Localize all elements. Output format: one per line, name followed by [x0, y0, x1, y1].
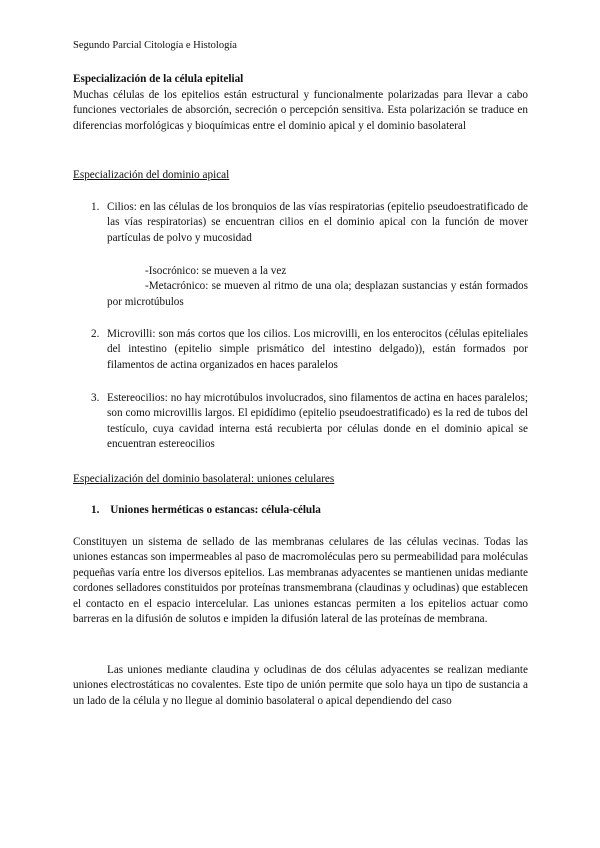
apical-heading: Especialización del dominio apical: [73, 169, 230, 181]
isocronico-line: -Isocrónico: se mueven a la vez: [145, 265, 287, 277]
list-text: Microvilli: son más cortos que los cilios. Los microvilli, en los enterocitos (células epiteliales del intestino (epitelio simple prismático del intestino delgado)), están formados por filamentos de actina organizados en haces paralelos: [107, 328, 528, 371]
heading-text: Uniones herméticas o estancas: célula-célula: [110, 504, 321, 516]
list-text: Estereocilios: no hay microtúbulos involucrados, sino filamentos de actina en haces paralelos; son como microvillis largos. El epidídimo (epitelio pseudoestratificado) es la red de tubos del testículo, cuya cavidad interna está recubierta por células donde en el dominio apical se encuentran estereocilios: [107, 392, 528, 451]
intro-paragraph: Muchas células de los epitelios están estructural y funcionalmente polarizadas para llevar a cabo funciones vectoriales de absorción, secreción o percepción sensitiva. Esta polarización se traduce en diferencias morfológicas y bioquímicas entre el dominio apical y el dominio basolateral: [73, 89, 528, 132]
list-item-cilios: [91, 200, 528, 246]
heading-number: 1.: [91, 504, 100, 516]
list-number: 3.: [91, 392, 100, 404]
metacronico-line: -Metacrónico: se mueven al ritmo de una ola; desplazan sustancias y están formados por microtúbulos: [107, 280, 528, 308]
document-page: [73, 0, 528, 848]
page-header: Segundo Parcial Citología e Histología: [73, 40, 237, 51]
list-number: 1.: [91, 201, 100, 213]
list-number: 2.: [91, 328, 100, 340]
paragraph-claudina: Las uniones mediante claudina y ocludinas de dos células adyacentes se realizan mediante uniones electrostáticas no covalentes. Este tipo de unión permite que solo haya un tipo de sustancia a un lado de la célula y no llegue al dominio basolateral o apical dependiendo del caso: [73, 664, 528, 707]
basolateral-heading: Especialización del dominio basolateral: uniones celulares: [73, 473, 335, 485]
uniones-hermeticas-heading: [91, 503, 321, 518]
list-text: Cilios: en las células de los bronquios de las vías respiratorias (epitelio pseudoestratificado de las vías respiratorias) se encuentran cilios en el dominio apical con la función de mover partículas de polvo y mucosidad: [107, 201, 528, 244]
list-item-estereocilios: [91, 391, 528, 453]
list-item-microvilli: [91, 327, 528, 373]
section-title: Especialización de la célula epitelial: [73, 73, 244, 85]
paragraph-uniones: Constituyen un sistema de sellado de las membranas celulares de las células vecinas. Todas las uniones estancas son impermeables al paso de macromoléculas pero su permeabilidad para moléculas pequeñas varía entre los diversos epitelios. Las membranas adyacentes se mantienen unidas mediante cordones selladores constituidos por proteínas transmembrana (claudinas y ocludinas) que establecen el contacto en el espacio intercelular. Las uniones estancas permiten a los epitelios actuar como barreras en la difusión de solutos e impiden la difusión lateral de las proteínas de membrana.: [73, 536, 528, 626]
cilia-types-list: [107, 264, 528, 310]
